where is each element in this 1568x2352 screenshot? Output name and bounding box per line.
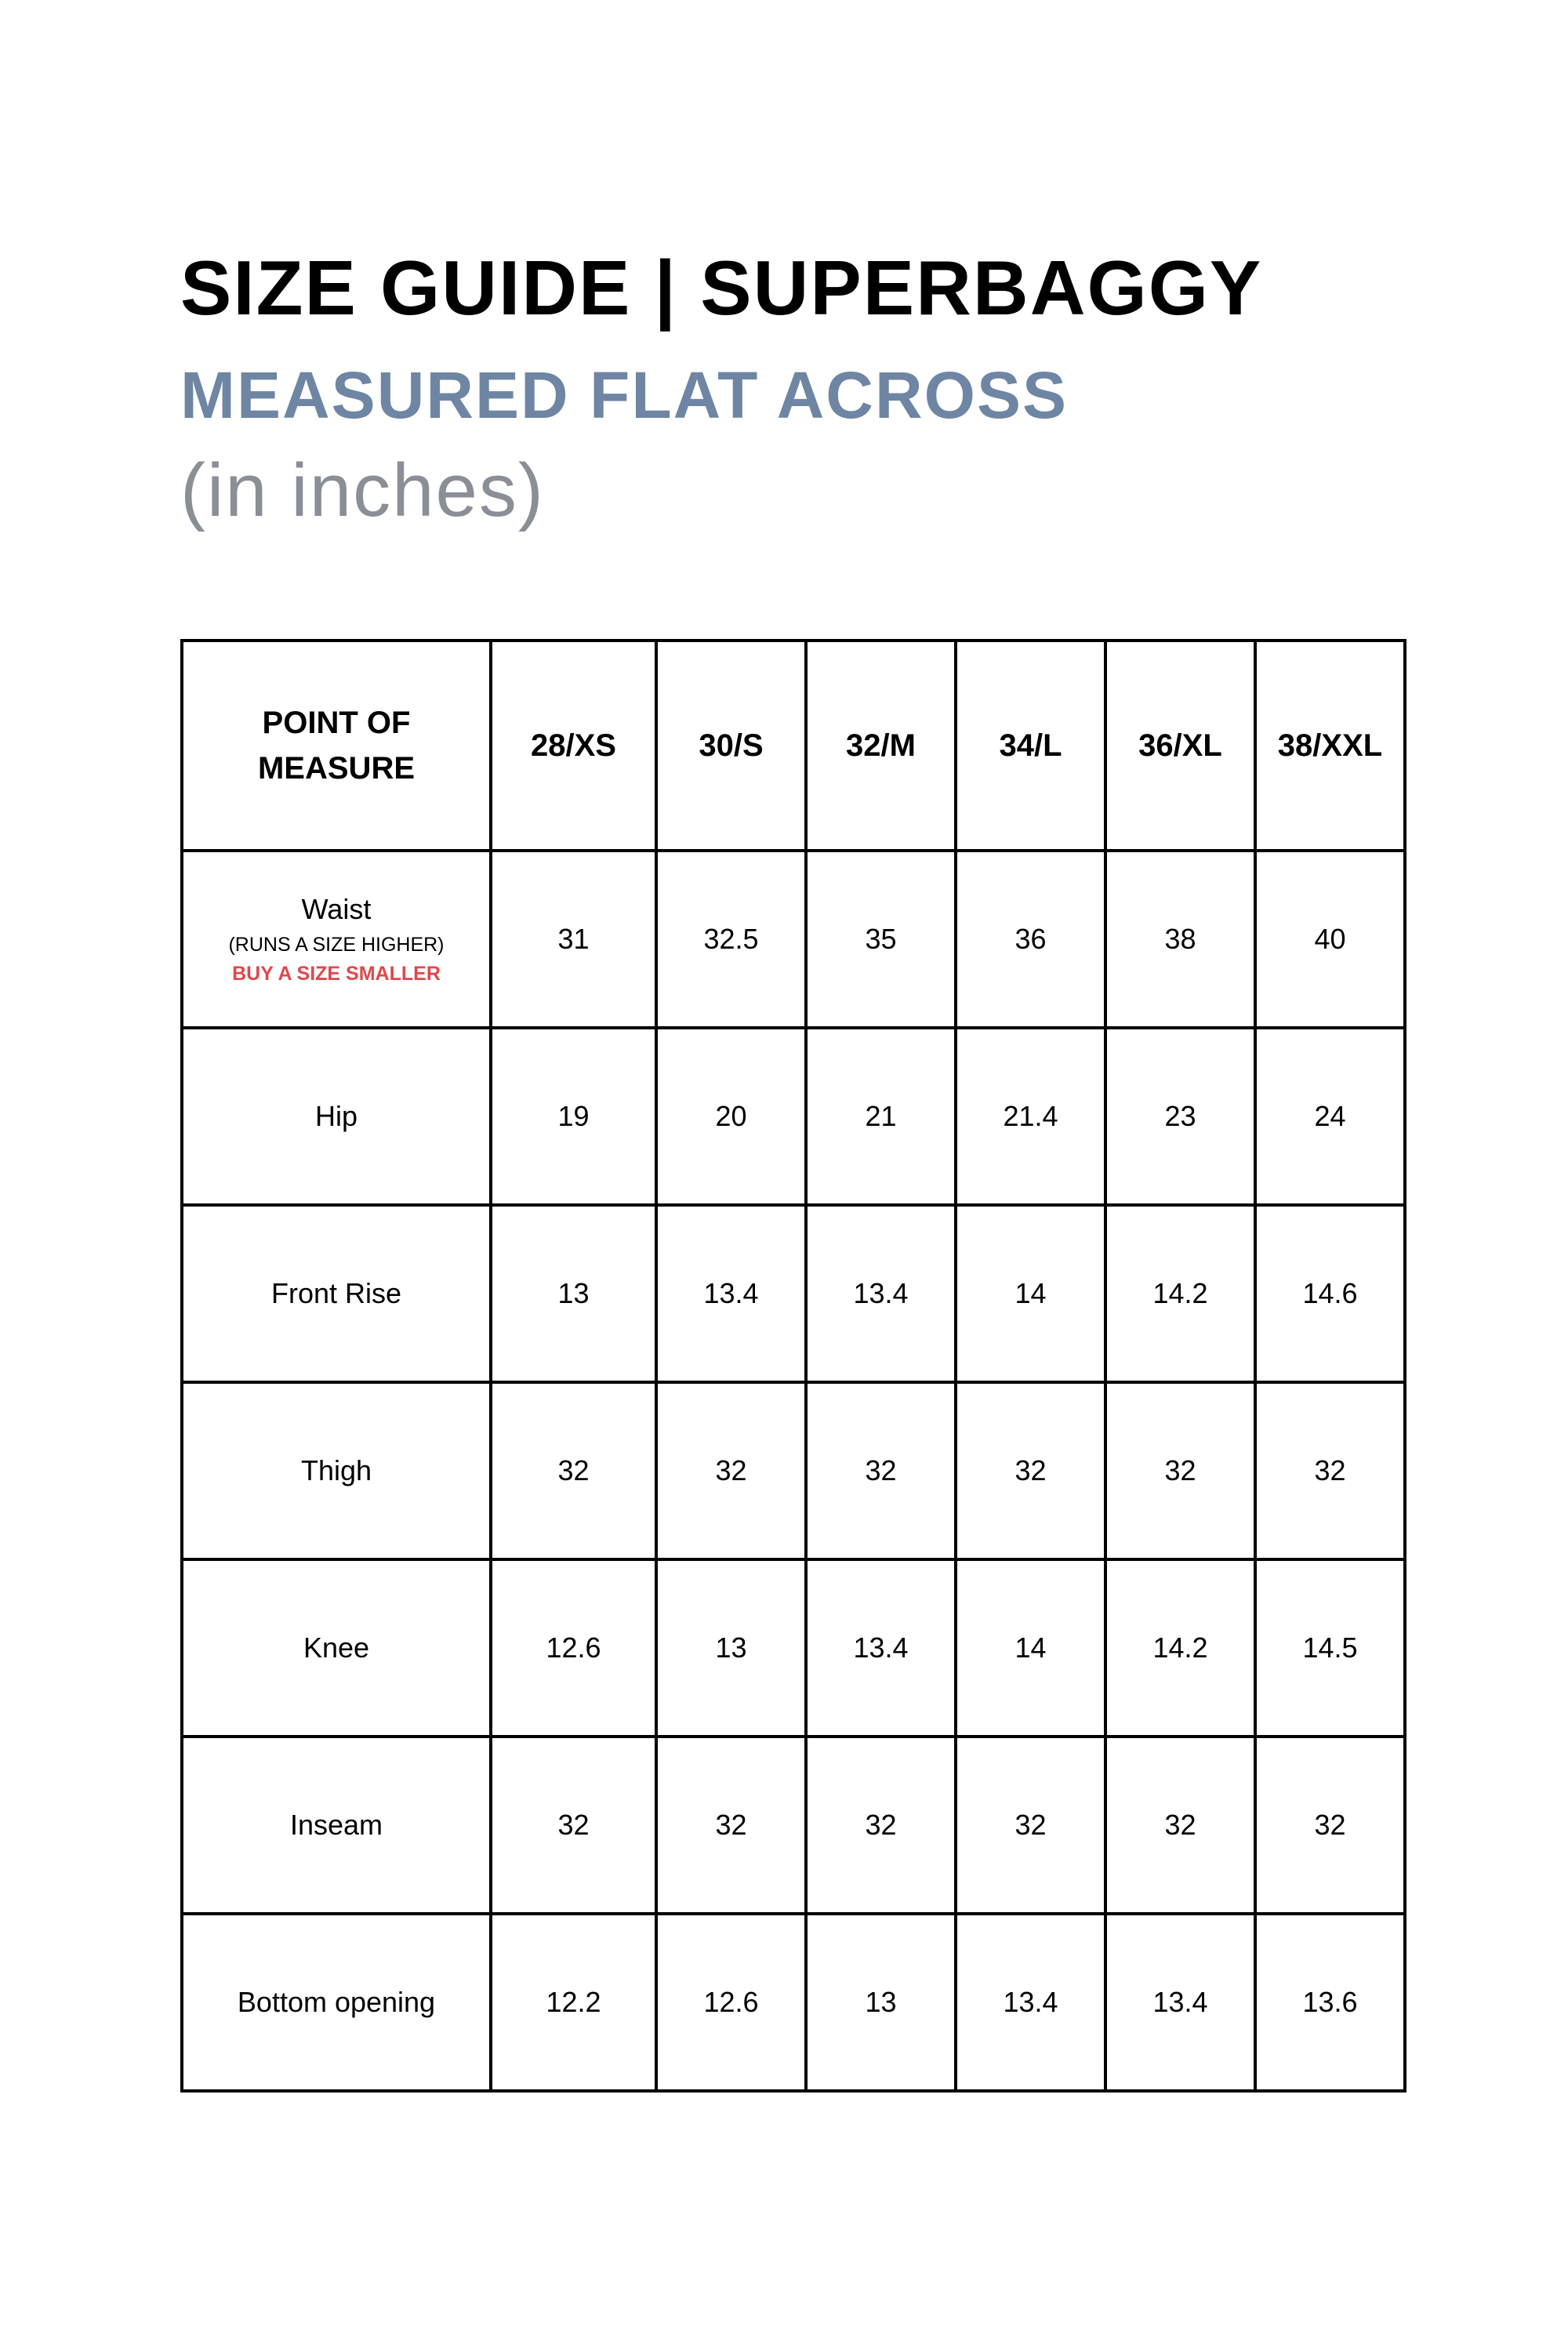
table-cell: 32 (806, 1382, 956, 1559)
table-cell: 14.2 (1105, 1559, 1255, 1737)
measure-label-front-rise: Front Rise (182, 1205, 491, 1382)
table-cell: 32 (656, 1382, 806, 1559)
table-cell: 32 (1255, 1737, 1405, 1914)
table-cell: 31 (491, 851, 656, 1028)
table-cell: 23 (1105, 1028, 1255, 1205)
measure-label-inseam: Inseam (182, 1737, 491, 1914)
table-cell: 32 (491, 1737, 656, 1914)
table-cell: 21.4 (956, 1028, 1105, 1205)
measure-label-waist: Waist (301, 893, 372, 925)
table-cell: 14 (956, 1559, 1105, 1737)
table-cell: 32 (491, 1382, 656, 1559)
measure-label-bottom-opening: Bottom opening (182, 1914, 491, 2091)
measure-label-hip: Hip (182, 1028, 491, 1205)
table-row-thigh (182, 1382, 1405, 1559)
units-label: (in inches) (180, 448, 545, 532)
size-table (180, 639, 1406, 2092)
table-row-front-rise (182, 1205, 1405, 1382)
header-size-30-s: 30/S (656, 641, 806, 851)
header-size-32-m: 32/M (806, 641, 956, 851)
table-cell: 13.4 (656, 1205, 806, 1382)
table-cell: 24 (1255, 1028, 1405, 1205)
table-cell: 12.6 (656, 1914, 806, 2091)
table-cell: 32 (806, 1737, 956, 1914)
measure-label-knee: Knee (182, 1559, 491, 1737)
waist-fit-note: (RUNS A SIZE HIGHER) (228, 934, 445, 956)
table-row-bottom-opening (182, 1914, 1405, 2091)
table-cell: 12.2 (491, 1914, 656, 2091)
header-size-34-l: 34/L (956, 641, 1105, 851)
table-cell: 36 (956, 851, 1105, 1028)
measure-label-cell (182, 851, 491, 1028)
table-row-hip (182, 1028, 1405, 1205)
table-cell: 13.4 (956, 1914, 1105, 2091)
table-cell: 13 (491, 1205, 656, 1382)
table-cell: 32 (1105, 1382, 1255, 1559)
table-row-inseam (182, 1737, 1405, 1914)
header-point-of-measure-line-1: POINT OF (262, 706, 411, 740)
waist-size-warning: BUY A SIZE SMALLER (232, 963, 441, 985)
table-cell: 35 (806, 851, 956, 1028)
table-cell: 13 (656, 1559, 806, 1737)
header-size-28-xs: 28/XS (491, 641, 656, 851)
table-cell: 32 (956, 1737, 1105, 1914)
measure-label-thigh: Thigh (182, 1382, 491, 1559)
table-row-knee (182, 1559, 1405, 1737)
header-size-38-xxl: 38/XXL (1255, 641, 1405, 851)
header-size-36-xl: 36/XL (1105, 641, 1255, 851)
table-cell: 38 (1105, 851, 1255, 1028)
table-cell: 20 (656, 1028, 806, 1205)
table-cell: 12.6 (491, 1559, 656, 1737)
table-header-row (182, 641, 1405, 851)
table-cell: 32 (656, 1737, 806, 1914)
header-point-of-measure (182, 641, 491, 851)
page-title: SIZE GUIDE | SUPERBAGGY (180, 245, 1263, 331)
table-cell: 13.4 (806, 1559, 956, 1737)
table-cell: 14.5 (1255, 1559, 1405, 1737)
table-cell: 19 (491, 1028, 656, 1205)
table-cell: 40 (1255, 851, 1405, 1028)
table-row-waist (182, 851, 1405, 1028)
table-cell: 32 (956, 1382, 1105, 1559)
table-cell: 13.4 (806, 1205, 956, 1382)
table-cell: 13.6 (1255, 1914, 1405, 2091)
table-cell: 14.6 (1255, 1205, 1405, 1382)
header-point-of-measure-line-2: MEASURE (257, 751, 416, 786)
table-cell: 32 (1105, 1737, 1255, 1914)
table-cell: 21 (806, 1028, 956, 1205)
table-cell: 13.4 (1105, 1914, 1255, 2091)
table-cell: 32.5 (656, 851, 806, 1028)
page-subtitle: MEASURED FLAT ACROSS (180, 358, 1068, 432)
table-cell: 13 (806, 1914, 956, 2091)
table-cell: 14.2 (1105, 1205, 1255, 1382)
table-cell: 32 (1255, 1382, 1405, 1559)
table-cell: 14 (956, 1205, 1105, 1382)
